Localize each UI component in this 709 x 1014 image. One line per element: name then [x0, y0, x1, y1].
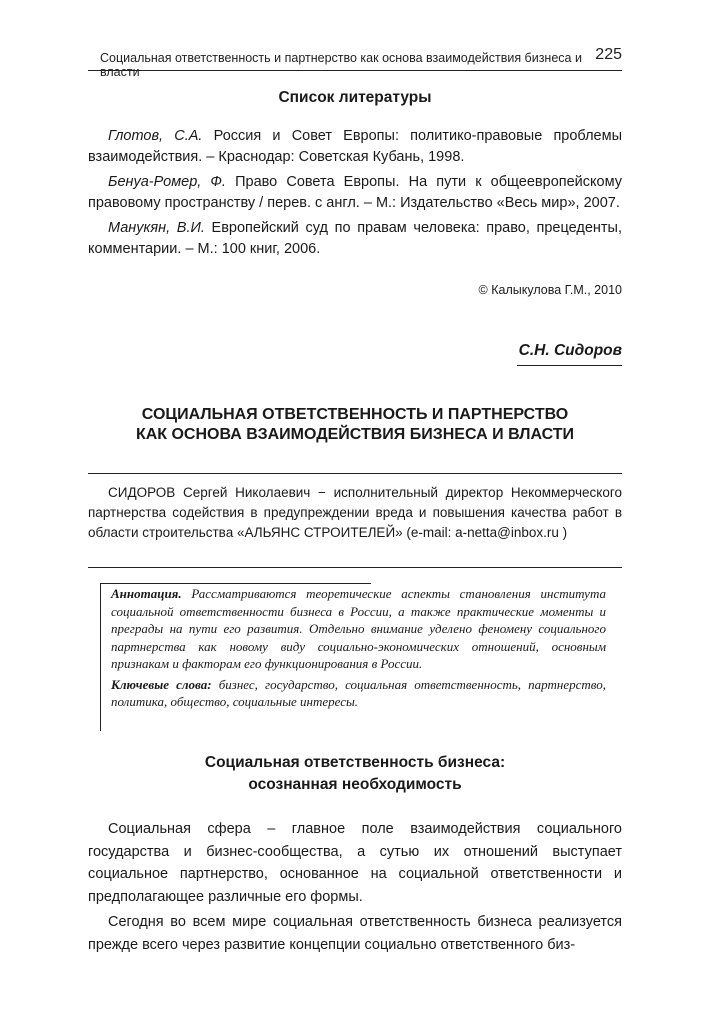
- abstract-box: [100, 583, 611, 731]
- body-text: [88, 818, 622, 959]
- section-heading: [88, 752, 622, 796]
- running-header: [88, 44, 622, 79]
- bibliography-heading: Список литературы: [278, 89, 432, 106]
- article-title-line: СОЦИАЛЬНАЯ ОТВЕТСТВЕННОСТЬ И ПАРТНЕРСТВО: [141, 406, 569, 423]
- abstract: [111, 585, 606, 673]
- bibliography-author: Глотов, С.А.: [108, 128, 203, 144]
- bibliography-entry: [88, 172, 622, 214]
- divider: [101, 583, 371, 584]
- bibliography-author: Бенуа-Ромер, Ф.: [108, 174, 226, 190]
- keywords-label: Ключевые слова:: [111, 676, 212, 692]
- body-paragraph: Социальная сфера – главное поле взаимодействия социального государства и бизнес-сообщества, а сутью их отношений выступает социальное партнерство, основанное на социальной ответственности и предполагающее различные его формы.: [88, 821, 622, 905]
- section-heading-line: Социальная ответственность бизнеса:: [204, 754, 506, 771]
- abstract-content: [111, 585, 606, 714]
- page-number: 225: [595, 46, 622, 63]
- copyright-notice: © Калыкулова Г.М., 2010: [478, 283, 622, 297]
- divider: [88, 567, 622, 568]
- bibliography-text: Россия и Совет Европы: политико-правовые проблемы взаимодействия. – Краснодар: Советская Кубань, 1998.: [88, 128, 622, 165]
- abstract-label: Аннотация.: [111, 586, 182, 601]
- bibliography-text: Право Совета Европы. На пути к общеевропейскому правовому пространству / перев. с англ. – М.: Издательство «Весь мир», 2007.: [88, 174, 622, 211]
- bibliography-text: Европейский суд по правам человека: право, прецеденты, комментарии. – М.: 100 книг, 2006.: [88, 220, 623, 257]
- bibliography-entry: [88, 218, 622, 260]
- author-info: СИДОРОВ Сергей Николаевич − исполнительный директор Некоммерческого партнерства содействия в предупреждении вреда и повышения качества работ в области строительства «АЛЬЯНС СТРОИТЕЛЕЙ» (e-mail: a-netta@inbox.ru ): [88, 485, 622, 540]
- article-author: С.Н. Сидоров: [517, 342, 622, 366]
- keywords: [111, 676, 606, 711]
- bibliography-entry: [88, 126, 622, 168]
- article-title-line: КАК ОСНОВА ВЗАИМОДЕЙСТВИЯ БИЗНЕСА И ВЛАСТИ: [135, 426, 575, 443]
- keywords-text: бизнес, государство, социальная ответственность, партнерство, политика, общество, социальные интересы.: [111, 676, 606, 709]
- article-title: [88, 405, 622, 445]
- bibliography-author: Манукян, В.И.: [108, 220, 205, 236]
- section-heading-line: осознанная необходимость: [248, 776, 462, 793]
- body-paragraph: Сегодня во всем мире социальная ответственность бизнеса реализуется прежде всего через развитие концепции социально ответственного биз-: [88, 914, 622, 953]
- abstract-text: Рассматриваются теоретические аспекты становления института социальной ответственности бизнеса в России, а также практические моменты и преграды на пути его развития. Отдельно внимание уделено феномену социального партнерства как новому виду социально-экономических отношений, основным признакам и факторам его функционирования в России.: [111, 586, 606, 671]
- bibliography-list: [88, 126, 622, 264]
- divider: [88, 473, 622, 474]
- running-title: Социальная ответственность и партнерство как основа взаимодействия бизнеса и власти: [100, 51, 582, 79]
